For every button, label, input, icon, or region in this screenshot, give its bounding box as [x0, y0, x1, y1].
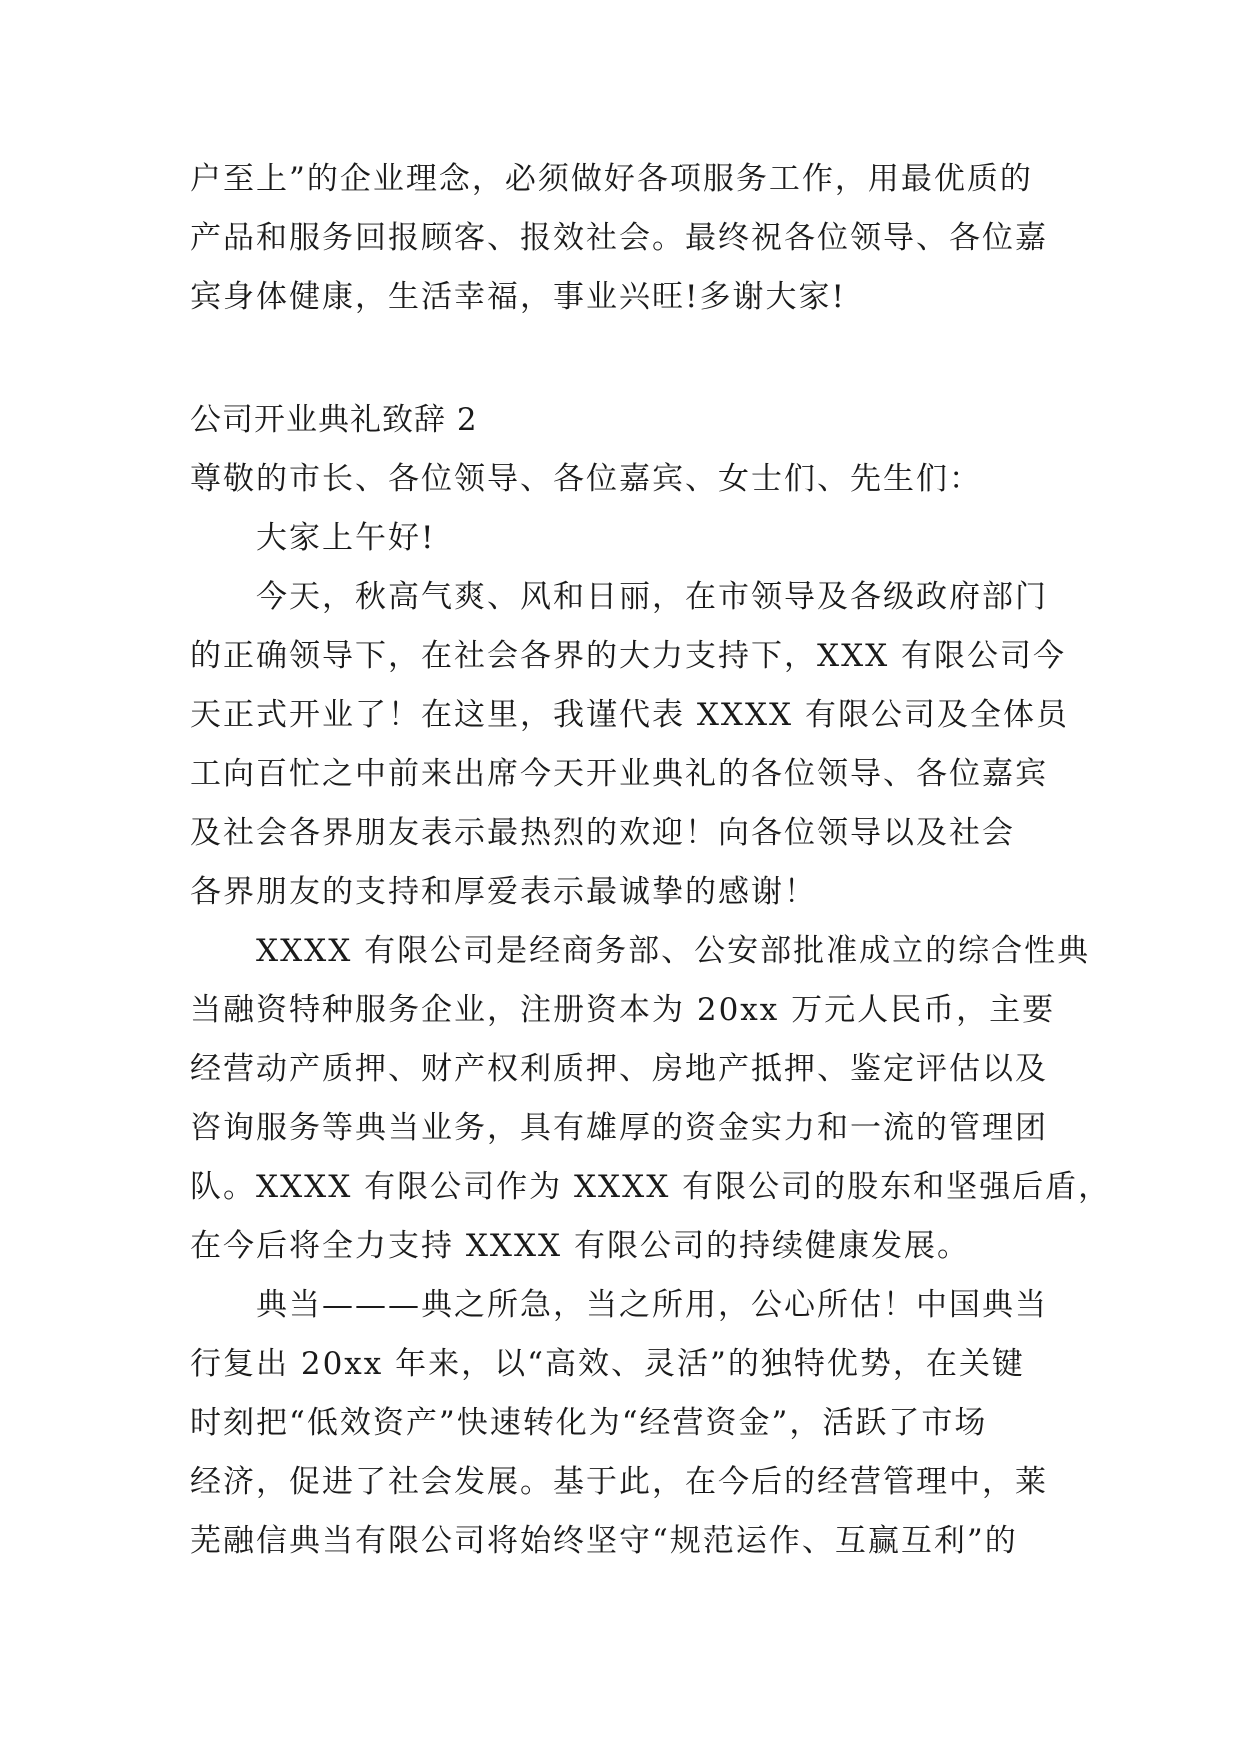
text-line: 行复出 20xx 年来，以“高效、灵活”的独特优势，在关键 [190, 1346, 1025, 1382]
section-title: 公司开业典礼致辞 2 [190, 402, 478, 438]
text-line: 芜融信典当有限公司将始终坚守“规范运作、互赢互利”的 [190, 1523, 1018, 1559]
text-line: 经济，促进了社会发展。基于此，在今后的经营管理中，莱 [190, 1464, 1048, 1500]
text-line: 在今后将全力支持 XXXX 有限公司的持续健康发展。 [190, 1228, 970, 1264]
text-line: 今天，秋高气爽、风和日丽，在市领导及各级政府部门 [256, 579, 1048, 615]
text-line: 及社会各界朋友表示最热烈的欢迎！向各位领导以及社会 [190, 815, 1015, 851]
text-line: XXXX 有限公司是经商务部、公安部批准成立的综合性典 [256, 933, 1091, 969]
paragraph-company-intro [190, 922, 1112, 1276]
text-line: 时刻把“低效资产”快速转化为“经营资金”，活跃了市场 [190, 1405, 988, 1441]
text-line: 宾身体健康，生活幸福，事业兴旺!多谢大家! [190, 279, 846, 315]
greeting: 大家上午好! [256, 520, 436, 556]
text-line: 产品和服务回报顾客、报效社会。最终祝各位领导、各位嘉 [190, 220, 1048, 256]
text-line: 当融资特种服务企业，注册资本为 20xx 万元人民币，主要 [190, 992, 1056, 1028]
document-body [190, 150, 1112, 1571]
text-line: 天正式开业了！在这里，我谨代表 XXXX 有限公司及全体员 [190, 697, 1069, 733]
text-line: 户至上”的企业理念，必须做好各项服务工作，用最优质的 [190, 161, 1033, 197]
text-line: 典当———典之所急，当之所用，公心所估！中国典当 [256, 1287, 1048, 1323]
text-line: 队。XXXX 有限公司作为 XXXX 有限公司的股东和坚强后盾， [190, 1169, 1112, 1205]
paragraph-opening [190, 568, 1069, 922]
text-line: 经营动产质押、财产权利质押、房地产抵押、鉴定评估以及 [190, 1051, 1048, 1087]
text-line: 的正确领导下，在社会各界的大力支持下，XXX 有限公司今 [190, 638, 1067, 674]
paragraph-pawn-industry [190, 1276, 1060, 1571]
section-gap [190, 327, 1060, 391]
previous-section-ending [190, 150, 1060, 327]
text-line: 咨询服务等典当业务，具有雄厚的资金实力和一流的管理团 [190, 1110, 1048, 1146]
text-line: 各界朋友的支持和厚爱表示最诚挚的感谢！ [190, 874, 817, 910]
salutation: 尊敬的市长、各位领导、各位嘉宾、女士们、先生们： [190, 461, 982, 497]
text-line: 工向百忙之中前来出席今天开业典礼的各位领导、各位嘉宾 [190, 756, 1048, 792]
